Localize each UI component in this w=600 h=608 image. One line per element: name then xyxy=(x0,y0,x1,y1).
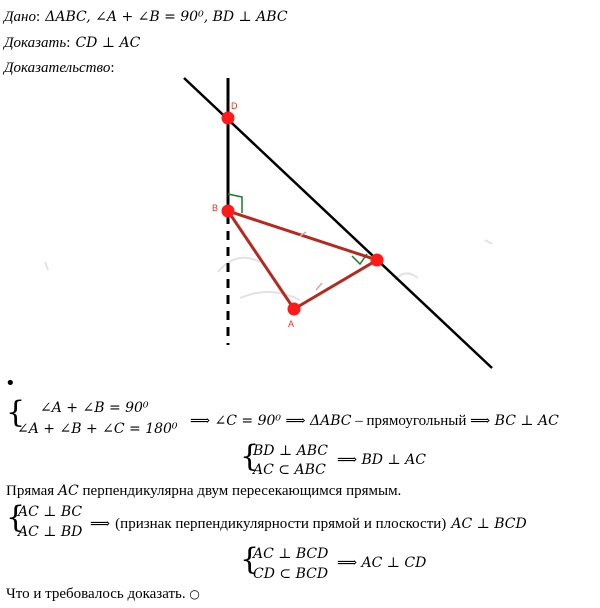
step3-line2: AC ⊥ BD xyxy=(18,524,83,540)
given-colon: : xyxy=(36,9,41,25)
qed-text: Что и требовалось доказать. xyxy=(6,586,186,602)
label-a: A xyxy=(288,319,295,329)
statement-ac: AC xyxy=(57,483,79,499)
qed-mark: ○ xyxy=(189,587,200,601)
qed-line xyxy=(6,586,200,603)
step2-result: ⟹ BD ⊥ AC xyxy=(337,452,426,468)
step4-line2: CD ⊂ BCD xyxy=(253,566,329,582)
step4-brace: { xyxy=(240,542,260,577)
label-d: D xyxy=(231,101,238,111)
step2-brace: { xyxy=(240,439,260,474)
prove-statement: CD ⊥ AC xyxy=(75,35,141,51)
point-b xyxy=(222,205,235,218)
point-d xyxy=(222,112,235,125)
step4-line1: AC ⊥ BCD xyxy=(253,546,329,562)
point-a xyxy=(288,303,301,316)
step2-line2: AC ⊂ ABC xyxy=(253,462,326,478)
given-statement: ΔABC, ∠A + ∠B = 90⁰, BD ⊥ ABC xyxy=(45,9,288,25)
step3-text: (признак перпендикулярности прямой и плоскости) xyxy=(115,516,447,532)
bullet: • xyxy=(5,373,16,394)
step3-arrow: ⟹ xyxy=(90,516,111,532)
step3-brace: { xyxy=(6,500,26,535)
step1-result: ⟹ ∠C = 90⁰ ⟹ ΔABC xyxy=(190,413,352,429)
proof-heading-label: Доказательство xyxy=(4,60,111,76)
step3-conclusion: AC ⊥ BCD xyxy=(451,516,527,532)
statement-line xyxy=(6,483,401,500)
step1-result-line xyxy=(190,410,559,430)
step4-result: ⟹ AC ⊥ CD xyxy=(337,555,427,571)
prove-colon: : xyxy=(66,35,71,51)
label-b: B xyxy=(212,203,219,213)
point-c xyxy=(371,254,384,267)
step1-brace: { xyxy=(6,395,26,430)
step3-line1: AC ⊥ BC xyxy=(18,504,83,520)
step1-dash-text: – прямоугольный xyxy=(351,413,471,429)
prove-label: Доказать xyxy=(4,35,67,51)
statement-rest: перпендикулярна двум пересекающимся прямым. xyxy=(82,483,402,499)
given-label: Дано xyxy=(4,9,36,25)
proof-heading-colon: : xyxy=(110,60,115,76)
step1-line2: ∠A + ∠B + ∠C = 180⁰ xyxy=(17,421,178,437)
step1-line1: ∠A + ∠B = 90⁰ xyxy=(40,400,149,416)
step1-conclusion: ⟹ BC ⊥ AC xyxy=(470,413,559,429)
statement-start: Прямая xyxy=(6,483,55,499)
step3-result-line xyxy=(90,513,527,533)
step2-line1: BD ⊥ ABC xyxy=(253,443,328,459)
